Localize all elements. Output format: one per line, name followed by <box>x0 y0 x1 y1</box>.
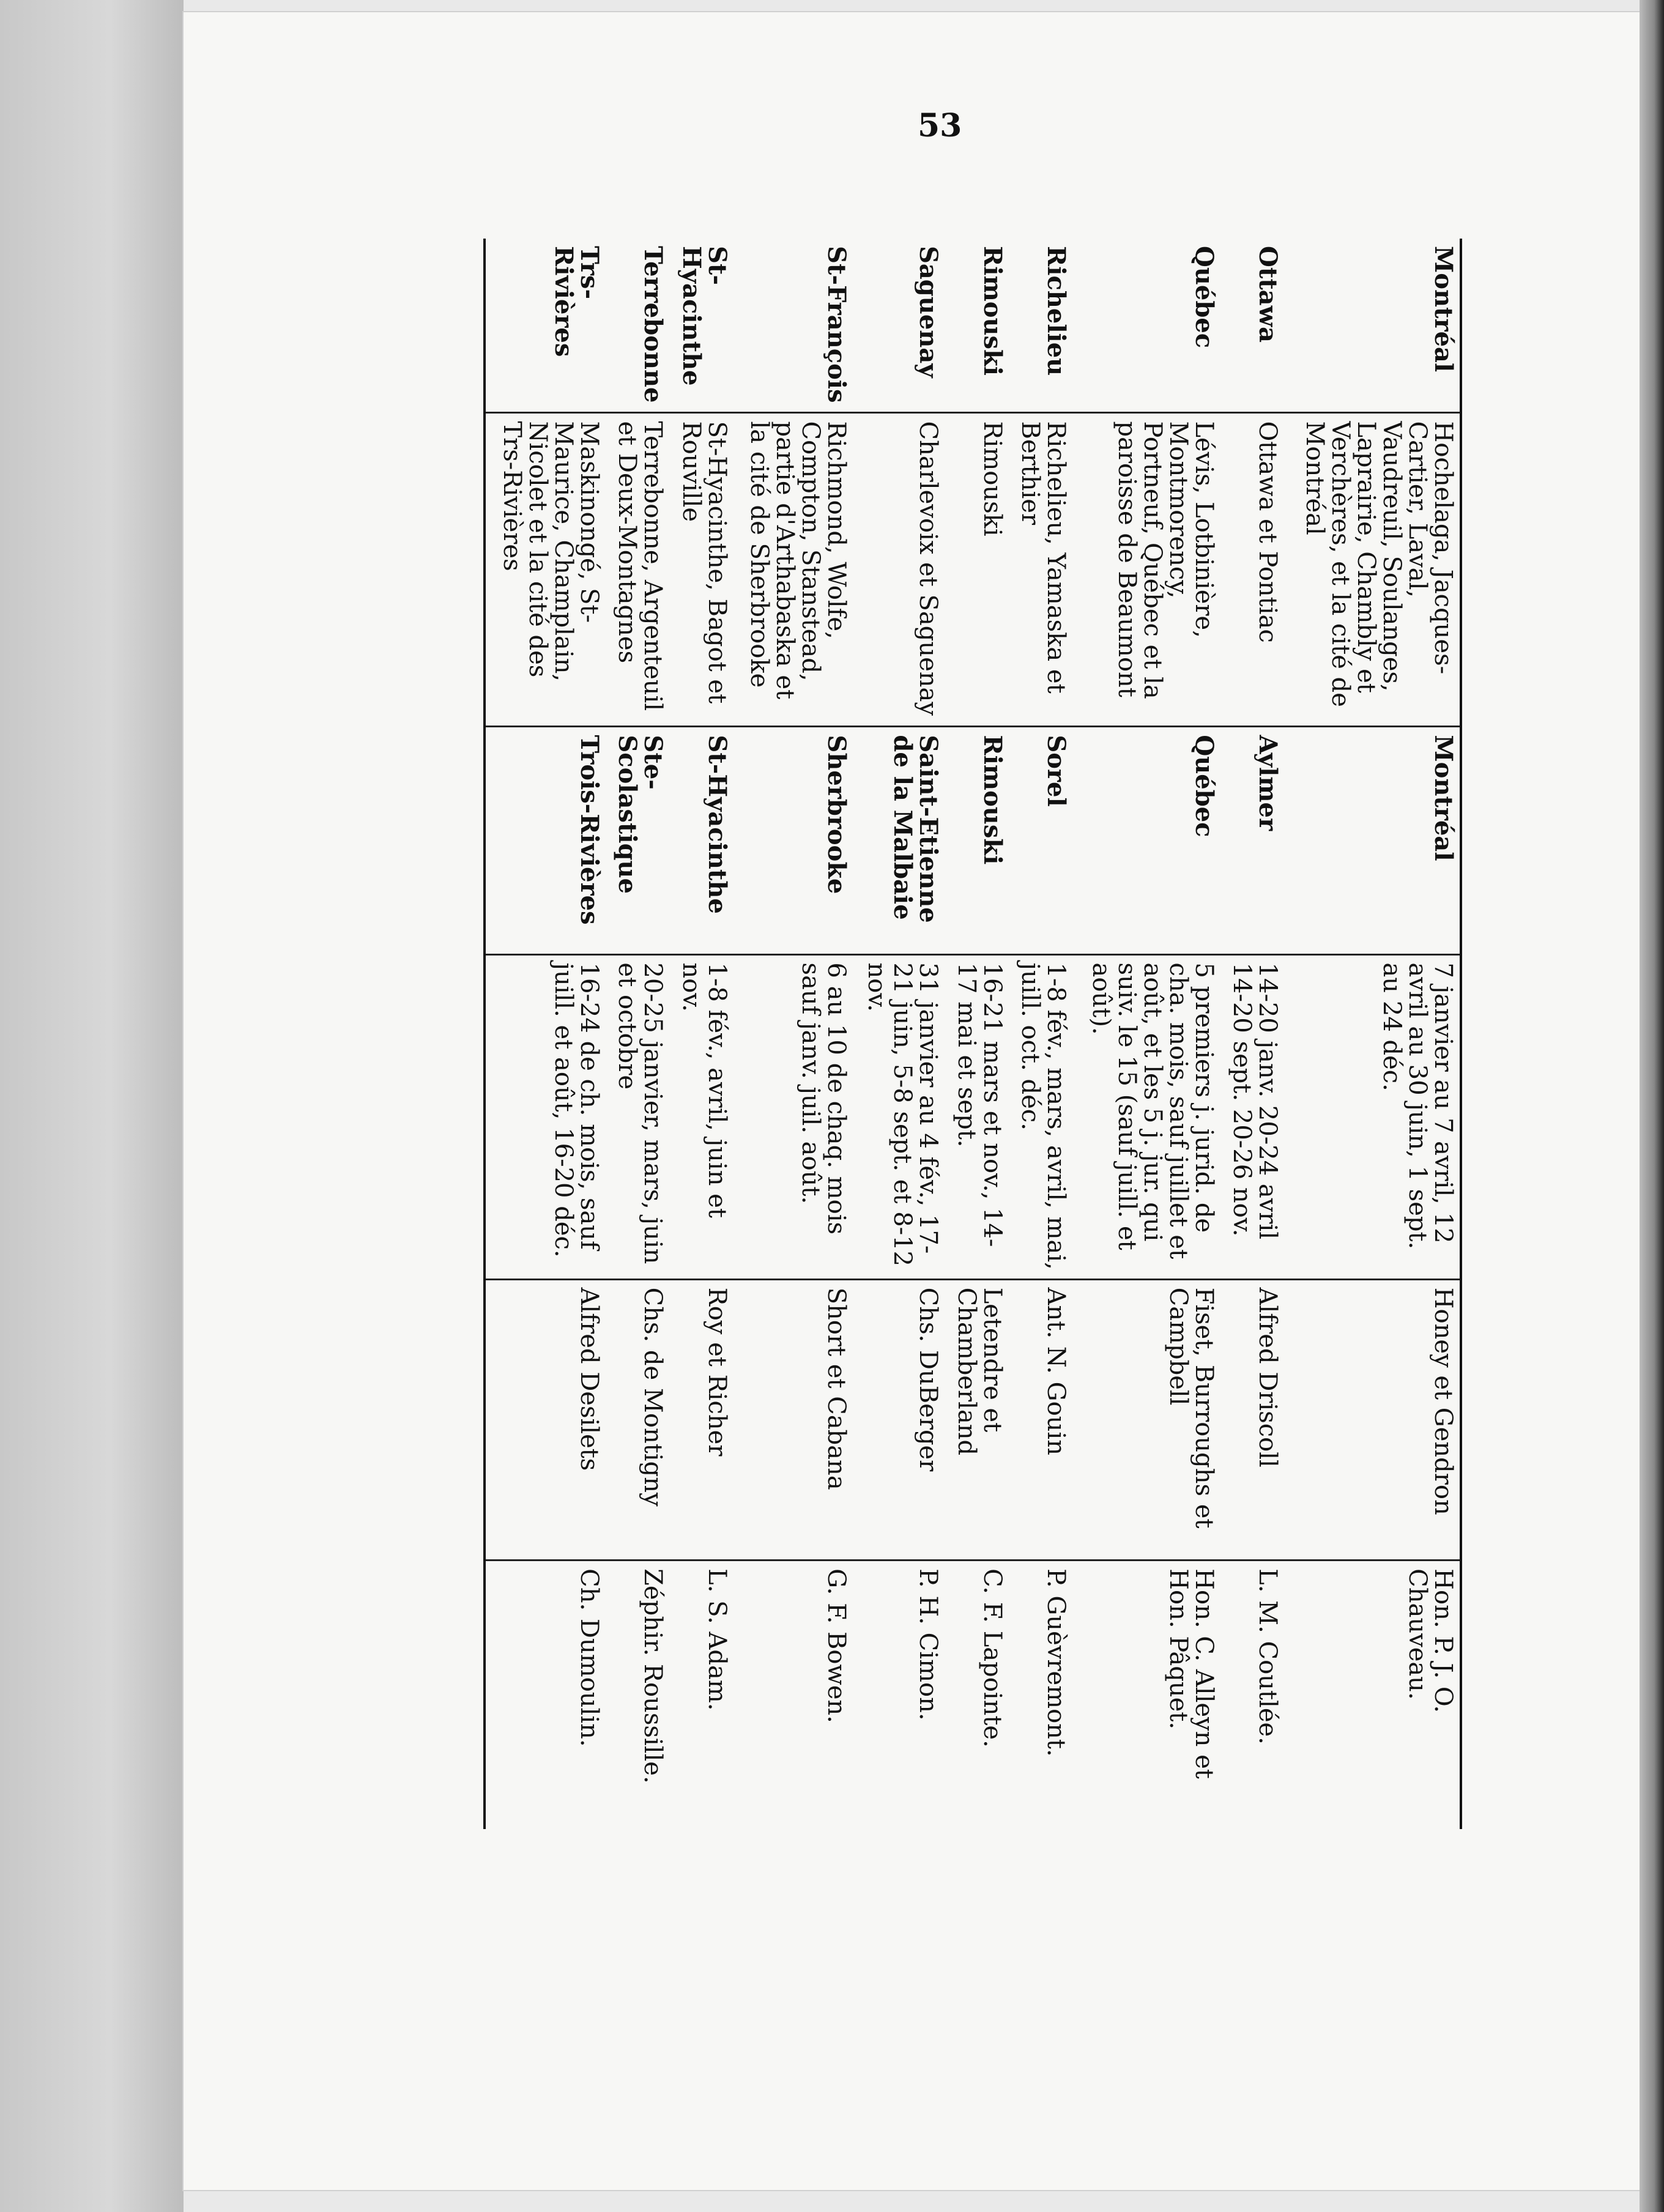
district-cell: Ottawa <box>1253 246 1282 343</box>
table-row <box>1072 239 1220 1829</box>
counties-cell: Richmond, Wolfe, Compton, Stanstead, partie d'Arthabaska et la cité de Sherbrooke <box>734 413 853 727</box>
counties-cell: Lévis, Lotbinière, Montmorency, Portneuf, Québec et la paroisse de Beaumont <box>1072 413 1220 727</box>
terms-cell: 1-8 fév., avril, juin et nov. <box>669 954 733 1279</box>
seat-cell: Montréal <box>1284 727 1460 954</box>
sheriffs-cell: Honey et Gendron <box>1284 1279 1460 1561</box>
counties-cell: St-Hyacinthe, Bagot et Rouville <box>669 413 733 727</box>
table-row <box>853 239 945 1829</box>
seat-cell: St-Hyacinthe <box>669 727 733 954</box>
district-cell: Québec <box>1189 246 1219 349</box>
seat-cell: Ste-Scolastique <box>606 727 669 954</box>
district-cell: Saguenay <box>914 246 943 378</box>
judges-cell: L. M. Coutlée. <box>1220 1561 1284 1829</box>
table-row <box>1284 239 1460 1829</box>
table-row <box>1220 239 1284 1829</box>
counties-cell: Terrebonne, Argenteuil et Deux-Montagnes <box>606 413 669 727</box>
table-row <box>945 239 1008 1829</box>
judges-cell: P. H. Cimon. <box>853 1561 945 1829</box>
sheriffs-cell: Roy et Richer <box>669 1279 733 1561</box>
judges-cell: L. S. Adam. <box>669 1561 733 1829</box>
counties-cell: Ottawa et Pontiac <box>1220 413 1284 727</box>
sheriffs-cell: Alfred Desilets <box>485 1279 606 1561</box>
district-cell: Montréal <box>1429 246 1458 373</box>
sheriffs-cell: Letendre et Chamberland <box>945 1279 1008 1561</box>
judges-cell: Ch. Dumoulin. <box>485 1561 606 1829</box>
district-cell: St-Hyacinthe <box>677 246 732 386</box>
district-cell: Terrebonne <box>639 246 668 403</box>
terms-cell: 16-21 mars et nov., 14-17 mai et sept. <box>945 954 1008 1279</box>
top-rule <box>1460 239 1461 1829</box>
table-row <box>734 239 853 1829</box>
district-cell: St-François <box>822 246 852 403</box>
counties-cell: Charlevoix et Saguenay <box>853 413 945 727</box>
seat-cell: Sherbrooke <box>734 727 853 954</box>
sheriffs-cell: Short et Cabana <box>734 1279 853 1561</box>
district-cell: Rimouski <box>978 246 1007 376</box>
sheriffs-cell: Chs. DuBerger <box>853 1279 945 1561</box>
terms-cell: 14-20 janv. 20-24 avril 14-20 sept. 20-26 nov. <box>1220 954 1284 1279</box>
judges-cell: C. F. Lapointe. <box>945 1561 1008 1829</box>
page-number: 53 <box>918 107 962 144</box>
table-row <box>485 239 606 1829</box>
counties-cell: Hochelaga, Jacques-Cartier, Laval, Vaudreuil, Soulanges, Laprairie, Chambly et Verchères, et la cité de Montréal <box>1284 413 1460 727</box>
judges-cell: G. F. Bowen. <box>734 1561 853 1829</box>
table-row <box>669 239 733 1829</box>
judges-cell: Zéphir. Roussille. <box>606 1561 669 1829</box>
seat-cell: Québec <box>1072 727 1220 954</box>
terms-cell: 20-25 janvier, mars, juin et octobre <box>606 954 669 1279</box>
terms-cell: 7 janvier au 7 avril, 12 avril au 30 juin, 1 sept. au 24 déc. <box>1284 954 1460 1279</box>
seat-cell: Aylmer <box>1220 727 1284 954</box>
page-edge <box>1640 0 1664 2212</box>
table-row <box>1009 239 1072 1829</box>
judges-cell: P. Guèvremont. <box>1009 1561 1072 1829</box>
book-binding <box>0 0 184 2212</box>
seat-cell: Sorel <box>1009 727 1072 954</box>
sheriffs-cell: Fiset, Burroughs et Campbell <box>1072 1279 1220 1561</box>
terms-cell: 6 au 10 de chaq. mois sauf janv. juil. août. <box>734 954 853 1279</box>
judges-cell: Hon. P. J. O. Chauveau. <box>1284 1561 1460 1829</box>
terms-cell: 1-8 fév., mars, avril, mai, juill. oct. déc. <box>1009 954 1072 1279</box>
district-cell: Richelieu <box>1042 246 1071 376</box>
seat-cell: Trois-Rivières <box>485 727 606 954</box>
terms-cell: 16-24 de ch. mois, sauf juill. et août, 16-20 déc. <box>485 954 606 1279</box>
counties-cell: Maskinongé, St-Maurice, Champlain, Nicolet et la cité des Trs-Rivières <box>485 413 606 727</box>
seat-cell: Rimouski <box>945 727 1008 954</box>
counties-cell: Richelieu, Yamaska et Berthier <box>1009 413 1072 727</box>
seat-cell: Saint-Etienne de la Malbaie <box>853 727 945 954</box>
sheriffs-cell: Alfred Driscoll <box>1220 1279 1284 1561</box>
sheriffs-cell: Ant. N. Gouin <box>1009 1279 1072 1561</box>
court-table <box>483 239 1462 1829</box>
judges-cell: Hon. C. Alleyn et Hon. Pâquet. <box>1072 1561 1220 1829</box>
table-row <box>606 239 669 1829</box>
terms-cell: 5 premiers j. jurid. de cha. mois, sauf juillet et août, et les 5 j. jur. qui suiv. le 15 (sauf juill. et août). <box>1072 954 1220 1279</box>
counties-cell: Rimouski <box>945 413 1008 727</box>
sheriffs-cell: Chs. de Montigny <box>606 1279 669 1561</box>
district-cell: Trs-Rivières <box>485 239 606 413</box>
terms-cell: 31 janvier au 4 fév., 17-21 juin, 5-8 sept. et 8-12 nov. <box>853 954 945 1279</box>
